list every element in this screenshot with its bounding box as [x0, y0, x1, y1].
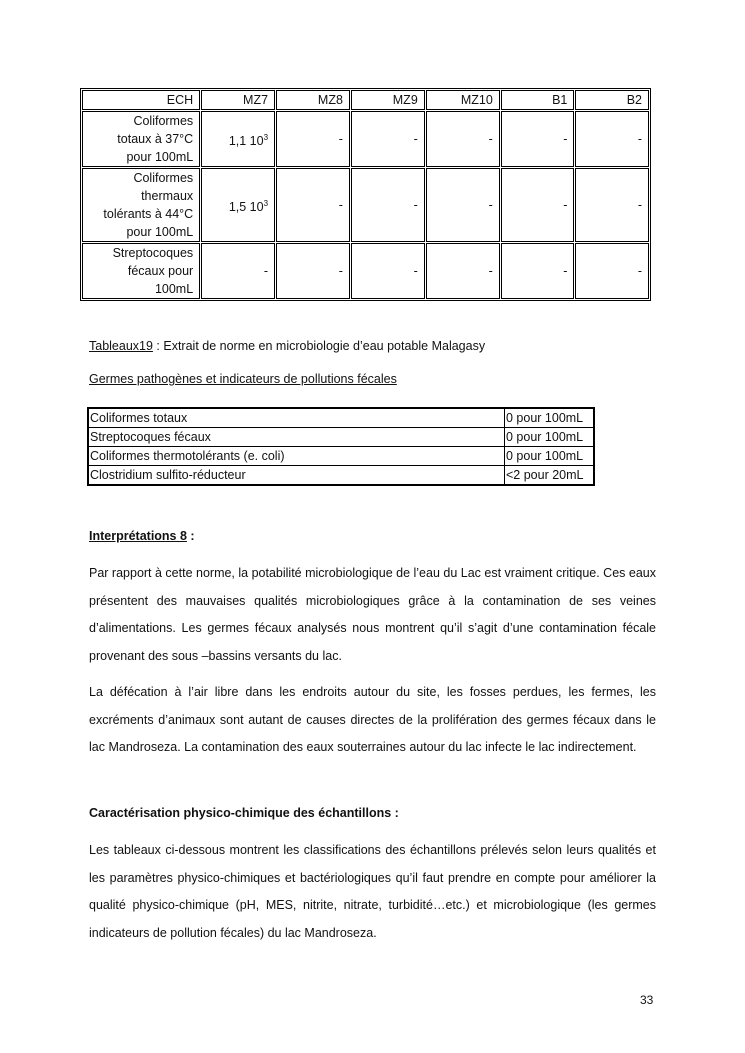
norm-name: Coliformes totaux [88, 408, 505, 428]
cell-mz7: - [201, 243, 275, 299]
label-line: totaux à 37°C [117, 132, 194, 146]
table-caption [89, 338, 485, 354]
table-row [82, 111, 649, 167]
label-line: Coliformes [133, 171, 194, 185]
caption-text: : Extrait de norme en microbiologie d’eau potable Malagasy [152, 339, 486, 353]
label-line: thermaux [141, 189, 194, 203]
results-header-row [82, 90, 649, 110]
cell-mz7 [201, 111, 275, 167]
section-heading: Caractérisation physico-chimique des échantillons : [89, 806, 399, 820]
page-number: 33 [640, 993, 654, 1007]
row-label [82, 243, 200, 299]
cell-mz8: - [276, 243, 350, 299]
label-line: tolérants à 44°C [103, 207, 194, 221]
norm-name: Clostridium sulfito-réducteur [88, 466, 505, 486]
cell-b2: - [575, 243, 649, 299]
norm-value: <2 pour 20mL [505, 466, 595, 486]
cell-b2: - [575, 168, 649, 242]
cell-mz9: - [351, 168, 425, 242]
cell-mz8: - [276, 168, 350, 242]
label-line: Streptocoques [112, 246, 194, 260]
table-row [88, 466, 594, 486]
label-line: fécaux pour [127, 264, 194, 278]
cell-mz7 [201, 168, 275, 242]
header-mz10: MZ10 [426, 90, 500, 110]
cell-mz10: - [426, 111, 500, 167]
header-b2: B2 [575, 90, 649, 110]
interpretation-paragraph-1: Par rapport à cette norme, la potabilité microbiologique de l’eau du Lac est vraiment critique. Ces eaux présentent des mauvaises qualités microbiologiques grâce à la contamination de ses veines d’alimentations. Les germes fécaux analysés nous montrent qu’il s’agit d’une contamination fécale provenant des sous –bassins versants du lac. [89, 566, 656, 663]
cell-b1: - [501, 243, 575, 299]
norm-name: Coliformes thermotolérants (e. coli) [88, 447, 505, 466]
interpretation-heading [89, 528, 195, 544]
cell-mz9: - [351, 111, 425, 167]
cell-mz9: - [351, 243, 425, 299]
norm-name: Streptocoques fécaux [88, 428, 505, 447]
interpretation-suffix: : [186, 529, 195, 543]
table-subtitle: Germes pathogènes et indicateurs de pollutions fécales [89, 372, 397, 386]
results-table [80, 88, 651, 301]
label-line: pour 100mL [126, 150, 194, 164]
norm-value: 0 pour 100mL [505, 428, 595, 447]
cell-b1: - [501, 111, 575, 167]
header-ech: ECH [82, 90, 200, 110]
norm-value: 0 pour 100mL [505, 447, 595, 466]
table-row [88, 428, 594, 447]
value-base: 1,1 10 [228, 133, 264, 148]
label-line: pour 100mL [126, 225, 194, 239]
value-base: 1,5 10 [228, 199, 264, 214]
label-line: 100mL [154, 282, 194, 296]
table-row [82, 243, 649, 299]
header-b1: B1 [501, 90, 575, 110]
cell-b2: - [575, 111, 649, 167]
label-line: Coliformes [133, 114, 194, 128]
cell-mz10: - [426, 243, 500, 299]
row-label [82, 168, 200, 242]
cell-b1: - [501, 168, 575, 242]
header-mz8: MZ8 [276, 90, 350, 110]
cell-mz10: - [426, 168, 500, 242]
interpretation-paragraph-2: La défécation à l’air libre dans les endroits autour du site, les fosses perdues, les fermes, les excréments d’animaux sont autant de causes directes de la prolifération des germes fécaux dans le lac Mandroseza. La contamination des eaux souterraines autour du lac infecte le lac indirectement. [89, 685, 656, 754]
interpretation-title: Interprétations 8 [89, 529, 187, 543]
norm-value: 0 pour 100mL [505, 408, 595, 428]
value-exponent: 3 [263, 198, 269, 208]
norm-table [87, 407, 595, 486]
characterisation-paragraph: Les tableaux ci-dessous montrent les classifications des échantillons prélevés selon leurs qualités et les paramètres physico-chimiques et bactériologiques qu’il faut prendre en compte pour améliorer la qualité physico-chimique (pH, MES, nitrite, nitrate, turbidité…etc.) et microbiologique (les germes indicateurs de pollution fécales) du lac Mandroseza. [89, 843, 656, 940]
header-mz9: MZ9 [351, 90, 425, 110]
table-row [82, 168, 649, 242]
table-row [88, 408, 594, 428]
row-label [82, 111, 200, 167]
table-row [88, 447, 594, 466]
header-mz7: MZ7 [201, 90, 275, 110]
value-exponent: 3 [263, 132, 269, 142]
caption-label: Tableaux19 [89, 339, 153, 353]
cell-mz8: - [276, 111, 350, 167]
